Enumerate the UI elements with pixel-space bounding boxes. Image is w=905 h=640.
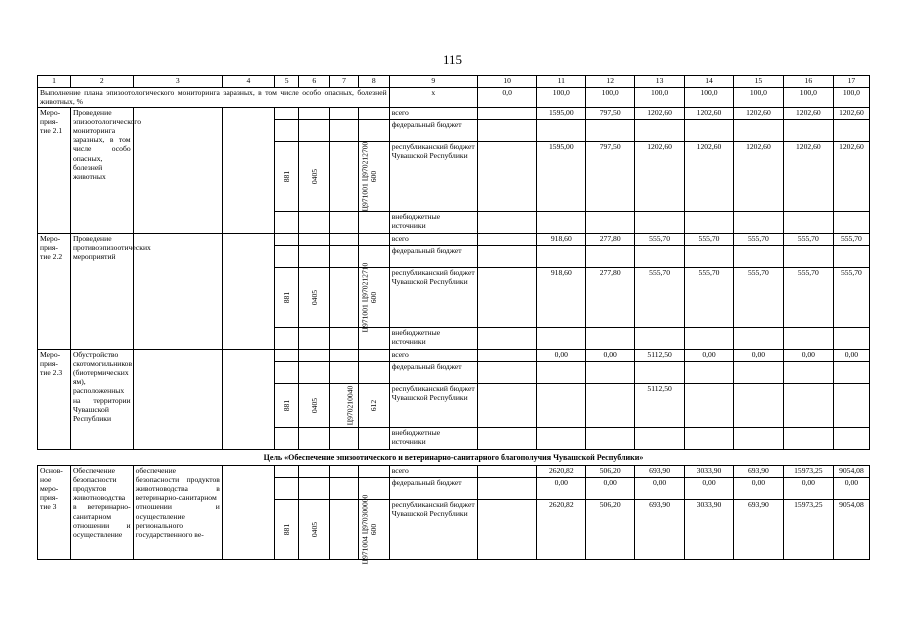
code-expense-text: 600 [369, 170, 379, 183]
value-empty [477, 478, 537, 500]
funding-value: 1202,60 [635, 142, 685, 212]
funding-value: 918,60 [537, 268, 586, 328]
code-target [330, 494, 370, 565]
code-cell-empty [299, 212, 330, 234]
indicator-unit: х [389, 88, 477, 108]
funding-source: всего [389, 108, 477, 120]
funding-value [685, 246, 734, 268]
funding-source: всего [389, 350, 477, 362]
goal-title: Цель «Обеспечение эпизоотического и ветеринарно-санитарного благополучия Чувашской Республики» [38, 450, 870, 466]
funding-value: 918,60 [537, 234, 586, 246]
code-target [330, 262, 370, 333]
funding-value [685, 328, 734, 350]
funding-value: 2620,82 [537, 500, 586, 560]
responsible-cell [133, 350, 222, 450]
funding-value [783, 384, 833, 428]
code-expense-text: 612 [369, 399, 379, 412]
value-empty [477, 142, 537, 212]
funding-value [733, 212, 783, 234]
code-cell-empty [274, 212, 298, 234]
funding-value: 1202,60 [685, 142, 734, 212]
code-cell-empty [330, 478, 359, 500]
funding-value [833, 246, 869, 268]
code-cell-empty [299, 120, 330, 142]
funding-value [635, 362, 685, 384]
col-number: 17 [833, 76, 869, 88]
value-empty [477, 328, 537, 350]
code-ministry [274, 268, 298, 328]
funding-value [586, 428, 635, 450]
funding-value [586, 212, 635, 234]
code-cell-empty [358, 234, 389, 246]
page-number: 115 [442, 52, 463, 67]
funding-value [733, 384, 783, 428]
code-cell-empty [299, 350, 330, 362]
funding-value [833, 120, 869, 142]
funding-source: республиканский бюджет Чувашской Республики [389, 500, 477, 560]
funding-value [783, 120, 833, 142]
funding-value: 0,00 [685, 350, 734, 362]
code-cell-empty [299, 108, 330, 120]
col-number: 5 [274, 76, 298, 88]
funding-value: 0,00 [586, 350, 635, 362]
funding-value [537, 120, 586, 142]
col-number: 1 [38, 76, 71, 88]
code-target-text: Ц970210040 [345, 385, 355, 426]
funding-value [833, 328, 869, 350]
funding-value: 1202,60 [635, 108, 685, 120]
funding-value [783, 428, 833, 450]
funding-value [635, 428, 685, 450]
funding-value [537, 384, 586, 428]
funding-value: 555,70 [635, 268, 685, 328]
budget-table [37, 75, 870, 565]
value-empty [477, 384, 537, 428]
funding-value [833, 212, 869, 234]
col-number: 16 [783, 76, 833, 88]
funding-value: 1202,60 [783, 142, 833, 212]
code-ministry-text: 881 [282, 291, 292, 304]
code-cell-empty [299, 328, 330, 350]
activity-m22-row [38, 234, 870, 246]
indicator-row [38, 88, 870, 108]
code-target [330, 141, 370, 212]
responsible-cell [133, 108, 222, 234]
funding-source: внебюджетные источники [389, 428, 477, 450]
code-cell-empty [274, 478, 298, 500]
code-cell-empty [274, 362, 298, 384]
activity-code: Основ-ное меро-прия-тие 3 [38, 466, 71, 560]
code-cell-empty [274, 466, 298, 478]
funding-value [783, 362, 833, 384]
funding-value: 555,70 [733, 268, 783, 328]
funding-source: всего [389, 466, 477, 478]
funding-value: 1202,60 [733, 142, 783, 212]
code-ministry-text: 881 [282, 523, 292, 536]
code-section [299, 142, 330, 212]
indicator-value: 100,0 [783, 88, 833, 108]
col-number: 2 [70, 76, 133, 88]
funding-value: 693,90 [733, 466, 783, 478]
code-cell-empty [299, 466, 330, 478]
goal-row [38, 450, 870, 466]
code-ministry [274, 500, 298, 560]
code-ministry [274, 384, 298, 428]
funding-value: 1202,60 [733, 108, 783, 120]
code-target-text: Ц971001 Ц970212700 [360, 141, 370, 212]
indicator-value: 100,0 [537, 88, 586, 108]
funding-value [537, 362, 586, 384]
code-expense [358, 384, 389, 428]
funding-value [685, 120, 734, 142]
funding-value: 0,00 [833, 350, 869, 362]
funding-value [733, 246, 783, 268]
funding-value: 555,70 [685, 234, 734, 246]
funding-value: 555,70 [783, 268, 833, 328]
funding-value: 693,90 [635, 466, 685, 478]
funding-value: 555,70 [833, 268, 869, 328]
funding-source: республиканский бюджет Чувашской Республики [389, 384, 477, 428]
code-cell-empty [274, 350, 298, 362]
code-cell-empty [299, 478, 330, 500]
funding-value [733, 362, 783, 384]
funding-value: 555,70 [833, 234, 869, 246]
activity-m21-row [38, 108, 870, 120]
code-cell-empty [299, 234, 330, 246]
funding-value: 797,50 [586, 108, 635, 120]
code-expense-text: 600 [369, 291, 379, 304]
funding-value: 0,00 [635, 478, 685, 500]
code-cell-empty [330, 108, 359, 120]
indicator-value: 100,0 [733, 88, 783, 108]
funding-value [635, 120, 685, 142]
code-cell-empty [330, 234, 359, 246]
code-section [299, 384, 330, 428]
col-number: 10 [477, 76, 537, 88]
funding-value [685, 212, 734, 234]
code-cell-empty [330, 466, 359, 478]
col-number: 11 [537, 76, 586, 88]
funding-value: 1202,60 [833, 108, 869, 120]
col-number: 8 [358, 76, 389, 88]
code-cell-empty [358, 428, 389, 450]
code-target [330, 384, 359, 428]
code-section [299, 268, 330, 328]
code-cell-empty [358, 212, 389, 234]
activity-code: Меро-прия-тие 2.1 [38, 108, 71, 234]
funding-value: 9054,08 [833, 500, 869, 560]
code-section-text: 0405 [309, 168, 319, 185]
funding-value: 1202,60 [833, 142, 869, 212]
funding-value: 0,00 [733, 350, 783, 362]
funding-value [733, 120, 783, 142]
funding-value [783, 212, 833, 234]
code-section-text: 0405 [309, 289, 319, 306]
funding-value: 0,00 [733, 478, 783, 500]
funding-value [586, 328, 635, 350]
funding-value [586, 246, 635, 268]
code-cell-empty [299, 362, 330, 384]
funding-value: 555,70 [733, 234, 783, 246]
funding-value [635, 212, 685, 234]
funding-value [685, 428, 734, 450]
funding-source: внебюджетные источники [389, 328, 477, 350]
activity-code: Меро-прия-тие 2.3 [38, 350, 71, 450]
col-number: 9 [389, 76, 477, 88]
activity-name: Проведение эпизоотологического мониторинга заразных, в том числе особо опасных, болезней животных [70, 108, 133, 234]
indicator-label: Выполнение плана эпизоотологического мониторинга заразных, в том числе особо опасных, болезней животных, % [38, 88, 390, 108]
funding-value: 5112,50 [635, 350, 685, 362]
indicator-value: 0,0 [477, 88, 537, 108]
funding-value [635, 246, 685, 268]
funding-value: 693,90 [733, 500, 783, 560]
value-empty [477, 234, 537, 246]
funding-value [685, 362, 734, 384]
code-cell-empty [330, 120, 359, 142]
funding-value [783, 246, 833, 268]
funding-source: внебюджетные источники [389, 212, 477, 234]
code-cell-empty [330, 428, 359, 450]
funding-value [537, 212, 586, 234]
code-ministry-text: 881 [282, 399, 292, 412]
col-number: 13 [635, 76, 685, 88]
participants-cell [222, 466, 274, 560]
funding-value: 0,00 [783, 478, 833, 500]
value-empty [477, 500, 537, 560]
funding-value: 555,70 [685, 268, 734, 328]
col-number: 15 [733, 76, 783, 88]
funding-value: 9054,08 [833, 466, 869, 478]
value-empty [477, 120, 537, 142]
funding-value [537, 328, 586, 350]
funding-source: федеральный бюджет [389, 246, 477, 268]
funding-value: 5112,50 [635, 384, 685, 428]
activity-name: Обустройство скотомогильников (биотермических ям), расположенных на территории Чувашской Республики [70, 350, 133, 450]
code-cell-empty [358, 466, 389, 478]
funding-value [685, 384, 734, 428]
funding-value [783, 328, 833, 350]
funding-source: республиканский бюджет Чувашской Республики [389, 142, 477, 212]
code-target-text: Ц971001 Ц970212710 [360, 262, 370, 333]
participants-cell [222, 234, 274, 350]
funding-source: федеральный бюджет [389, 478, 477, 500]
col-number: 14 [685, 76, 734, 88]
code-cell-empty [330, 212, 359, 234]
code-cell-empty [330, 328, 359, 350]
code-section-text: 0405 [309, 521, 319, 538]
value-empty [477, 428, 537, 450]
code-cell-empty [299, 246, 330, 268]
funding-value: 277,80 [586, 234, 635, 246]
funding-value [833, 362, 869, 384]
funding-value: 1595,00 [537, 142, 586, 212]
code-cell-empty [330, 350, 359, 362]
code-ministry-text: 881 [282, 170, 292, 183]
col-number: 3 [133, 76, 222, 88]
code-expense-text: 600 [369, 523, 379, 536]
col-number: 7 [330, 76, 359, 88]
funding-value: 277,80 [586, 268, 635, 328]
code-cell-empty [358, 120, 389, 142]
main-activity-3-row [38, 466, 870, 478]
funding-value [833, 384, 869, 428]
funding-value [586, 362, 635, 384]
value-empty [477, 212, 537, 234]
funding-value [635, 328, 685, 350]
header-row [38, 76, 870, 88]
funding-value: 555,70 [783, 234, 833, 246]
funding-value: 0,00 [537, 350, 586, 362]
participants-cell [222, 350, 274, 450]
activity-m23-row [38, 350, 870, 362]
participants-cell [222, 108, 274, 234]
activity-name: Обеспечение безопасности продуктов животноводства в ветеринарно-санитарном отношении и осуществление [70, 466, 133, 560]
value-empty [477, 350, 537, 362]
code-cell-empty [358, 362, 389, 384]
code-section [299, 500, 330, 560]
funding-value [733, 328, 783, 350]
code-cell-empty [358, 350, 389, 362]
indicator-value: 100,0 [586, 88, 635, 108]
funding-value: 1202,60 [783, 108, 833, 120]
funding-value [733, 428, 783, 450]
funding-value: 693,90 [635, 500, 685, 560]
funding-value: 506,20 [586, 500, 635, 560]
col-number: 4 [222, 76, 274, 88]
indicator-value: 100,0 [833, 88, 869, 108]
code-cell-empty [330, 246, 359, 268]
funding-value: 1202,60 [685, 108, 734, 120]
code-target-text: Ц971004 Ц970300000 [360, 494, 370, 565]
funding-value: 15973,25 [783, 466, 833, 478]
funding-value: 0,00 [833, 478, 869, 500]
funding-value: 2620,82 [537, 466, 586, 478]
code-cell-empty [274, 234, 298, 246]
funding-value: 0,00 [586, 478, 635, 500]
activity-result: обеспечение безопасности продуктов животноводства в ветеринарно-санитарном отношении и осуществление регионального государственного ве- [133, 466, 222, 560]
funding-value: 0,00 [685, 478, 734, 500]
funding-value: 0,00 [537, 478, 586, 500]
funding-value [537, 246, 586, 268]
code-cell-empty [274, 328, 298, 350]
code-cell-empty [274, 246, 298, 268]
funding-value: 3033,90 [685, 466, 734, 478]
code-ministry [274, 142, 298, 212]
value-empty [477, 246, 537, 268]
funding-value [833, 428, 869, 450]
indicator-value: 100,0 [685, 88, 734, 108]
funding-value: 0,00 [783, 350, 833, 362]
funding-value [586, 384, 635, 428]
funding-value: 3033,90 [685, 500, 734, 560]
funding-value: 555,70 [635, 234, 685, 246]
funding-value [586, 120, 635, 142]
funding-value: 797,50 [586, 142, 635, 212]
value-empty [477, 466, 537, 478]
code-section-text: 0405 [309, 397, 319, 414]
value-empty [477, 268, 537, 328]
col-number: 6 [299, 76, 330, 88]
funding-source: федеральный бюджет [389, 362, 477, 384]
funding-value: 506,20 [586, 466, 635, 478]
col-number: 12 [586, 76, 635, 88]
indicator-value: 100,0 [635, 88, 685, 108]
code-cell-empty [274, 120, 298, 142]
funding-source: федеральный бюджет [389, 120, 477, 142]
activity-name: Проведение противоэпизоотических мероприятий [70, 234, 133, 350]
value-empty [477, 362, 537, 384]
code-cell-empty [274, 428, 298, 450]
funding-value: 15973,25 [783, 500, 833, 560]
code-cell-empty [330, 362, 359, 384]
code-cell-empty [358, 108, 389, 120]
funding-source: республиканский бюджет Чувашской Республики [389, 268, 477, 328]
code-cell-empty [274, 108, 298, 120]
code-cell-empty [299, 428, 330, 450]
activity-code: Меро-прия-тие 2.2 [38, 234, 71, 350]
funding-value: 1595,00 [537, 108, 586, 120]
value-empty [477, 108, 537, 120]
funding-source: всего [389, 234, 477, 246]
funding-value [537, 428, 586, 450]
